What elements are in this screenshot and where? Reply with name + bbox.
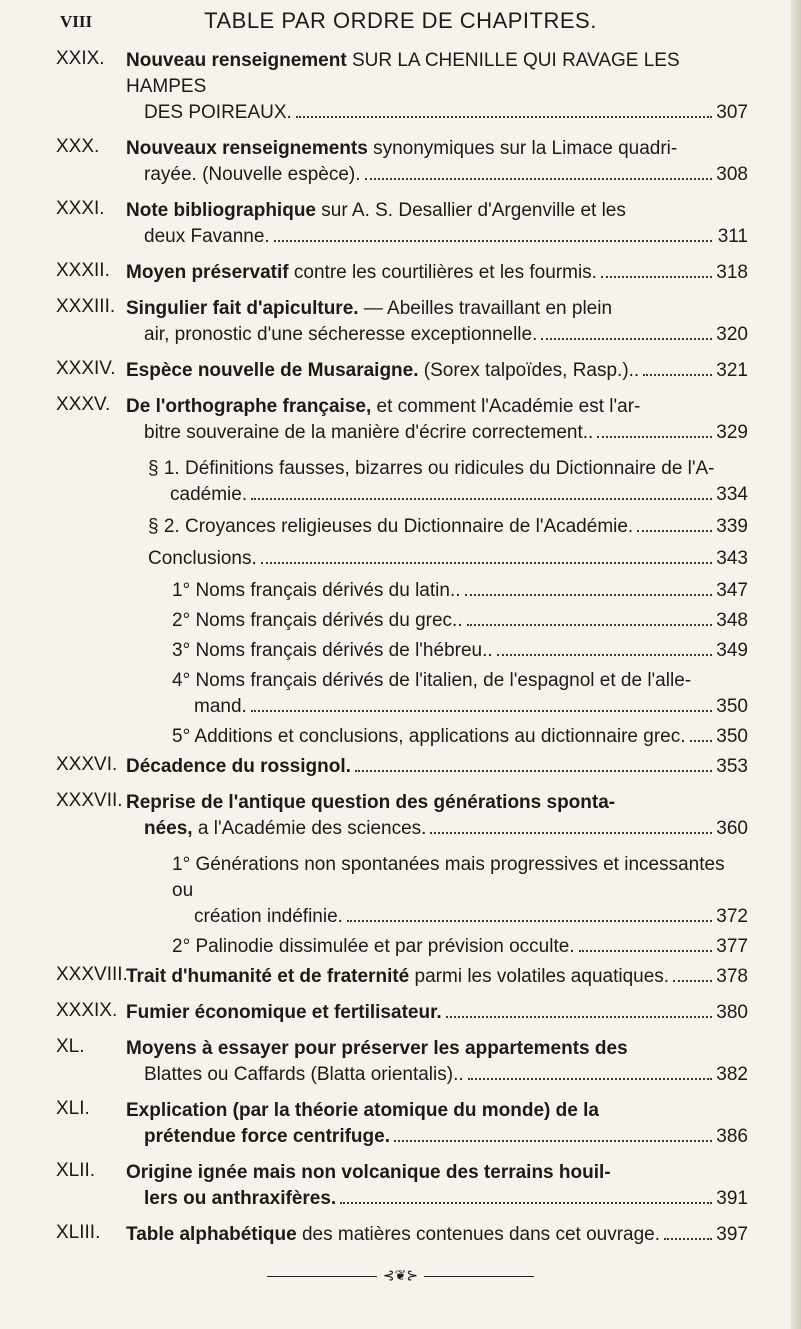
toc-line [126, 394, 748, 420]
toc-line [144, 1186, 748, 1212]
toc-group-1 [0, 48, 801, 446]
chapter-number: XXXII. [56, 260, 110, 281]
dot-leader [664, 1238, 712, 1240]
toc-continuation [126, 100, 748, 126]
table-of-contents [0, 48, 801, 1258]
page-ref: 397 [716, 1224, 748, 1245]
toc-line-text [148, 546, 257, 572]
toc-subentry [172, 638, 748, 664]
toc-group-2 [0, 754, 801, 842]
page-ref: 308 [716, 164, 748, 185]
chapter-title-bold: Note bibliographique [126, 200, 316, 221]
chapter-title [126, 964, 748, 990]
toc-line [144, 1124, 748, 1150]
page-ref: 350 [716, 726, 748, 747]
subentry-label: 3° Noms français dérivés de l'hébreu.. [172, 640, 493, 661]
page-number: VIII [60, 12, 93, 31]
toc-entry [0, 198, 801, 250]
toc-subentry [148, 456, 748, 508]
continuation-text: DES POIREAUX. [144, 102, 292, 123]
toc-subentry [172, 668, 748, 720]
chapter-title [126, 296, 748, 348]
subentry-label: 2° Noms français dérivés du grec.. [172, 610, 463, 631]
subentry-label: Conclusions. [148, 548, 257, 569]
page-ref: 320 [716, 324, 748, 345]
page-edge [791, 0, 801, 1329]
toc-continuation [126, 162, 748, 188]
toc-group-sub-subsections [0, 578, 801, 750]
chapter-title-rest: — Abeilles travaillant en plein [358, 298, 613, 319]
continuation-bold: prétendue force centrifuge. [144, 1126, 390, 1147]
dot-leader [347, 920, 712, 922]
toc-continuation [126, 420, 748, 446]
toc-line-text [144, 1186, 336, 1212]
chapter-number: XXXV. [56, 394, 111, 415]
chapter-title [126, 1222, 748, 1248]
toc-group-sub-subsections-2 [0, 852, 801, 960]
toc-entry [0, 1222, 801, 1248]
toc-line-text [144, 100, 292, 126]
toc-line [172, 852, 748, 904]
chapter-title [126, 198, 748, 250]
chapter-title-bold: Moyens à essayer pour préserver les appartements des [126, 1038, 628, 1059]
toc-line-text [126, 964, 669, 990]
page-ref: 348 [716, 610, 748, 631]
page-ref: 318 [716, 262, 748, 283]
toc-line [172, 638, 748, 664]
subentry-label: § 1. Définitions fausses, bizarres ou ridicules du Dictionnaire de l'A- [148, 458, 715, 479]
dot-leader [468, 1078, 712, 1080]
chapter-title [126, 48, 748, 126]
ornament-rule-right [424, 1276, 534, 1277]
chapter-title-bold: Fumier économique et fertilisateur. [126, 1002, 442, 1023]
toc-line-text [194, 904, 343, 930]
chapter-title-bold: Nouveau renseignement [126, 50, 347, 71]
toc-subentry [172, 724, 748, 750]
toc-line [126, 964, 748, 990]
toc-line [144, 322, 748, 348]
chapter-title-rest: parmi les volatiles aquatiques. [409, 966, 670, 987]
continuation-bold: nées, [144, 818, 193, 839]
toc-line [126, 48, 748, 100]
chapter-title-rest: et comment l'Académie est l'ar- [371, 396, 641, 417]
page-ref: 334 [716, 484, 748, 505]
chapter-title [126, 358, 748, 384]
page-ref: 380 [716, 1002, 748, 1023]
dot-leader [340, 1202, 712, 1204]
toc-continuation [126, 816, 748, 842]
toc-line-text [172, 608, 463, 634]
toc-line-text [172, 934, 575, 960]
toc-group-3 [0, 964, 801, 1248]
page-ref: 353 [716, 756, 748, 777]
dot-leader [497, 654, 712, 656]
continuation-text: deux Favanne. [144, 226, 270, 247]
toc-entry [0, 1160, 801, 1212]
toc-continuation [126, 1124, 748, 1150]
chapter-number: XXXIII. [56, 296, 116, 317]
toc-line-text [126, 260, 597, 286]
toc-line-text [172, 724, 686, 750]
toc-line-text [126, 1000, 442, 1026]
dot-leader [251, 498, 712, 500]
toc-line [194, 904, 748, 930]
toc-entry [0, 790, 801, 842]
page-ref: 343 [716, 548, 748, 569]
dot-leader [541, 338, 712, 340]
continuation-text: création indéfinie. [194, 906, 343, 927]
chapter-number: XXXVI. [56, 754, 118, 775]
toc-line-text [126, 358, 639, 384]
chapter-title-bold: Origine ignée mais non volcanique des terrains houil- [126, 1162, 611, 1183]
toc-continuation [126, 1062, 748, 1088]
toc-line [126, 358, 748, 384]
chapter-title-bold: Trait d'humanité et de fraternité [126, 966, 410, 987]
chapter-number: XXXIV. [56, 358, 116, 379]
toc-line [172, 934, 748, 960]
toc-subentry [172, 608, 748, 634]
chapter-title-rest: contre les courtilières et les fourmis. [288, 262, 597, 283]
toc-line [126, 136, 748, 162]
dot-leader [673, 980, 712, 982]
continuation-text: bitre souveraine de la manière d'écrire correctement.. [144, 422, 594, 443]
page-ref: 378 [716, 966, 748, 987]
chapter-number: XXXI. [56, 198, 105, 219]
toc-line [148, 514, 748, 540]
continuation-text: cadémie. [170, 484, 248, 505]
subentry-label: 5° Additions et conclusions, applications au dictionnaire grec. [172, 726, 686, 747]
chapter-title-bold: Explication (par la théorie atomique du monde) de la [126, 1100, 599, 1121]
page-header [0, 4, 801, 38]
toc-line-text [126, 1222, 660, 1248]
toc-line [144, 1062, 748, 1088]
end-ornament [0, 1268, 801, 1285]
toc-continuation [172, 904, 748, 930]
toc-subentry [172, 578, 748, 604]
continuation-text: mand. [194, 696, 247, 717]
toc-group-subsections [0, 456, 801, 572]
toc-subentry [172, 852, 748, 930]
toc-line [194, 694, 748, 720]
ornament-glyph: ⊰❦⊱ [382, 1269, 419, 1284]
toc-line [126, 790, 748, 816]
toc-continuation [148, 482, 748, 508]
toc-line-text [126, 754, 351, 780]
subentry-label: 1° Générations non spontanées mais progressives et incessantes ou [172, 854, 725, 901]
chapter-title [126, 1000, 748, 1026]
dot-leader [465, 594, 713, 596]
toc-line [144, 420, 748, 446]
toc-line [126, 1000, 748, 1026]
chapter-number: XXX. [56, 136, 100, 157]
chapter-title [126, 1036, 748, 1088]
toc-line [126, 1098, 748, 1124]
toc-line [126, 198, 748, 224]
toc-line [126, 260, 748, 286]
page-ref: 350 [716, 696, 748, 717]
toc-line [172, 668, 748, 694]
continuation-text: air, pronostic d'une sécheresse exceptionnelle. [144, 324, 538, 345]
toc-line-text [144, 1062, 464, 1088]
toc-line [126, 754, 748, 780]
chapter-title [126, 136, 748, 188]
continuation-text: rayée. (Nouvelle espèce). [144, 164, 361, 185]
dot-leader [296, 116, 712, 118]
chapter-title-rest: sur A. S. Desallier d'Argenville et les [316, 200, 626, 221]
chapter-title-rest: des matières contenues dans cet ouvrage. [296, 1224, 661, 1245]
subentry-label: § 2. Croyances religieuses du Dictionnaire de l'Académie. [148, 516, 634, 537]
toc-line [126, 1036, 748, 1062]
toc-subentry [148, 514, 748, 540]
toc-line [172, 724, 748, 750]
page-ref: 386 [716, 1126, 748, 1147]
subentry-label: 1° Noms français dérivés du latin.. [172, 580, 461, 601]
toc-line [170, 482, 748, 508]
chapter-title [126, 790, 748, 842]
page-ref: 391 [716, 1188, 748, 1209]
toc-line [126, 1222, 748, 1248]
page-ref: 349 [716, 640, 748, 661]
chapter-number: XXXVII. [56, 790, 123, 811]
chapter-title-bold: Décadence du rossignol. [126, 756, 351, 777]
continuation-text: Blattes ou Caffards (Blatta orientalis).. [144, 1064, 464, 1085]
continuation-text: a l'Académie des sciences. [192, 818, 427, 839]
toc-line-text [170, 482, 247, 508]
toc-entry [0, 358, 801, 384]
dot-leader [261, 562, 712, 564]
chapter-number: XL. [56, 1036, 85, 1057]
dot-leader [355, 770, 712, 772]
page-ref: 339 [716, 516, 748, 537]
page-ref: 377 [716, 936, 748, 957]
toc-line-text [172, 638, 493, 664]
page-ref: 347 [716, 580, 748, 601]
toc-line [126, 296, 748, 322]
toc-line-text [144, 1124, 390, 1150]
toc-line-text [144, 162, 361, 188]
chapter-title-rest: SUR LA CHENILLE QUI RAVAGE LES HAMPES [126, 50, 680, 97]
toc-line-text [194, 694, 247, 720]
chapter-title-rest: (Sorex talpoïdes, Rasp.).. [418, 360, 640, 381]
chapter-title [126, 1160, 748, 1212]
ornament-rule-left [267, 1276, 377, 1277]
dot-leader [597, 436, 712, 438]
chapter-number: XXXVIII. [56, 964, 128, 985]
toc-line [144, 816, 748, 842]
chapter-title-bold: Espèce nouvelle de Musaraigne. [126, 360, 419, 381]
chapter-number: XLIII. [56, 1222, 101, 1243]
chapter-number: XLI. [56, 1098, 90, 1119]
page-ref: 382 [716, 1064, 748, 1085]
toc-line [144, 162, 748, 188]
dot-leader [365, 178, 713, 180]
dot-leader [446, 1016, 712, 1018]
toc-entry [0, 48, 801, 126]
chapter-title-bold: Table alphabétique [126, 1224, 297, 1245]
toc-line-text [144, 816, 426, 842]
chapter-title-bold: De l'orthographe française, [126, 396, 372, 417]
chapter-number: XLII. [56, 1160, 96, 1181]
continuation-bold: lers ou anthraxifères. [144, 1188, 337, 1209]
toc-entry [0, 1000, 801, 1026]
toc-continuation [126, 322, 748, 348]
toc-entry [0, 296, 801, 348]
chapter-title-bold: Moyen préservatif [126, 262, 289, 283]
dot-leader [251, 710, 712, 712]
subentry-label: 2° Palinodie dissimulée et par prévision occulte. [172, 936, 575, 957]
toc-line-text [144, 224, 270, 250]
toc-line-text [172, 578, 461, 604]
chapter-title [126, 394, 748, 446]
toc-line [144, 100, 748, 126]
chapter-title [126, 260, 748, 286]
page-ref: 321 [716, 360, 748, 381]
toc-entry [0, 754, 801, 780]
dot-leader [643, 374, 712, 376]
subentry-label: 4° Noms français dérivés de l'italien, de l'espagnol et de l'alle- [172, 670, 692, 691]
page-ref: 307 [716, 102, 748, 123]
dot-leader [579, 950, 712, 952]
toc-entry [0, 260, 801, 286]
toc-line-text [144, 420, 593, 446]
toc-subentry [148, 546, 748, 572]
chapter-title-bold: Reprise de l'antique question des générations sponta- [126, 792, 616, 813]
toc-line [148, 546, 748, 572]
toc-line [172, 608, 748, 634]
dot-leader [637, 530, 712, 532]
chapter-number: XXIX. [56, 48, 105, 69]
toc-entry [0, 964, 801, 990]
toc-entry [0, 1036, 801, 1088]
toc-line [172, 578, 748, 604]
page-ref: 311 [717, 226, 748, 247]
toc-line [126, 1160, 748, 1186]
dot-leader [430, 832, 712, 834]
toc-continuation [172, 694, 748, 720]
chapter-title-bold: Singulier fait d'apiculture. [126, 298, 359, 319]
page-ref: 329 [716, 422, 748, 443]
chapter-title [126, 1098, 748, 1150]
toc-continuation [126, 224, 748, 250]
chapter-title-rest: synonymiques sur la Limace quadri- [367, 138, 678, 159]
chapter-title [126, 754, 748, 780]
toc-line-text [148, 514, 633, 540]
dot-leader [394, 1140, 712, 1142]
toc-subentry [172, 934, 748, 960]
toc-entry [0, 394, 801, 446]
page-ref: 360 [716, 818, 748, 839]
page-ref: 372 [716, 906, 748, 927]
toc-continuation [126, 1186, 748, 1212]
chapter-number: XXXIX. [56, 1000, 118, 1021]
toc-line [148, 456, 748, 482]
toc-entry [0, 136, 801, 188]
dot-leader [274, 240, 712, 242]
toc-entry [0, 1098, 801, 1150]
chapter-title-bold: Nouveaux renseignements [126, 138, 368, 159]
dot-leader [601, 276, 712, 278]
dot-leader [467, 624, 712, 626]
toc-line-text [144, 322, 537, 348]
page-title: TABLE PAR ORDRE DE CHAPITRES. [204, 8, 597, 33]
toc-line [144, 224, 748, 250]
dot-leader [690, 740, 712, 742]
